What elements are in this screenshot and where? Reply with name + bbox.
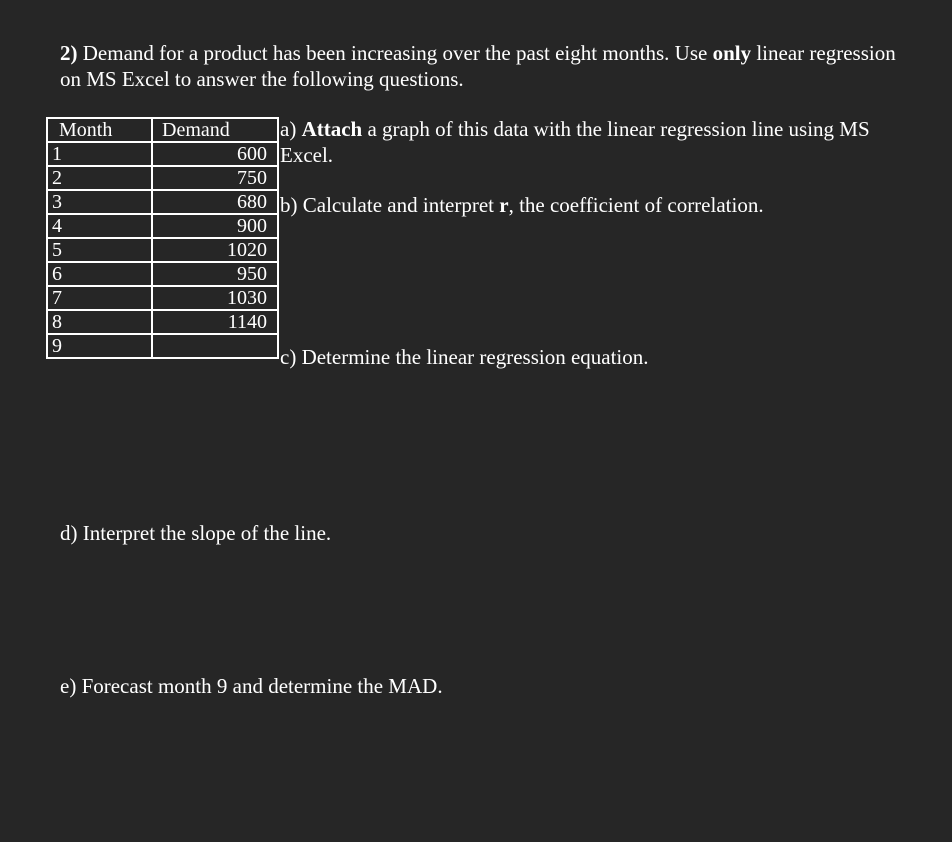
demand-cell: 750 — [152, 166, 278, 190]
table-row — [47, 190, 278, 214]
question-b-bold: r — [499, 193, 509, 217]
intro-text-1: Demand for a product has been increasing over the past eight months. Use — [77, 41, 713, 65]
table-row — [47, 238, 278, 262]
question-e-text: e) Forecast month 9 and determine the MAD. — [60, 674, 443, 698]
demand-cell: 600 — [152, 142, 278, 166]
question-a — [280, 116, 920, 168]
demand-cell — [152, 334, 278, 358]
question-b-text: , the coefficient of correlation. — [508, 193, 764, 217]
question-a-text: a graph of this data with the linear regression line using MS Excel. — [280, 117, 870, 167]
month-cell: 5 — [47, 238, 152, 262]
header-month: Month — [47, 118, 152, 142]
month-cell: 3 — [47, 190, 152, 214]
intro-bold-only: only — [712, 41, 752, 65]
demand-cell: 1030 — [152, 286, 278, 310]
question-d — [60, 520, 920, 546]
demand-table — [46, 117, 279, 359]
question-a-prefix: a) — [280, 117, 302, 141]
question-c — [280, 344, 920, 370]
demand-cell: 950 — [152, 262, 278, 286]
month-cell: 9 — [47, 334, 152, 358]
header-demand: Demand — [152, 118, 278, 142]
table-header-row — [47, 118, 278, 142]
table-row — [47, 310, 278, 334]
question-a-bold: Attach — [301, 117, 363, 141]
question-e — [60, 673, 920, 699]
table-row — [47, 334, 278, 358]
question-d-text: d) Interpret the slope of the line. — [60, 521, 332, 545]
table-row — [47, 214, 278, 238]
month-cell: 7 — [47, 286, 152, 310]
problem-intro — [60, 40, 920, 92]
table-row — [47, 166, 278, 190]
demand-cell: 1140 — [152, 310, 278, 334]
intro-text-2: linear regression on MS Excel to answer the following questions. — [60, 41, 896, 91]
table-row — [47, 286, 278, 310]
table-row — [47, 262, 278, 286]
month-cell: 6 — [47, 262, 152, 286]
month-cell: 1 — [47, 142, 152, 166]
demand-cell: 1020 — [152, 238, 278, 262]
table-row — [47, 142, 278, 166]
demand-cell: 680 — [152, 190, 278, 214]
problem-number: 2) — [60, 41, 78, 65]
month-cell: 2 — [47, 166, 152, 190]
question-b — [280, 192, 920, 218]
question-c-text: c) Determine the linear regression equation. — [280, 345, 649, 369]
question-b-prefix: b) Calculate and interpret — [280, 193, 500, 217]
month-cell: 4 — [47, 214, 152, 238]
month-cell: 8 — [47, 310, 152, 334]
demand-cell: 900 — [152, 214, 278, 238]
